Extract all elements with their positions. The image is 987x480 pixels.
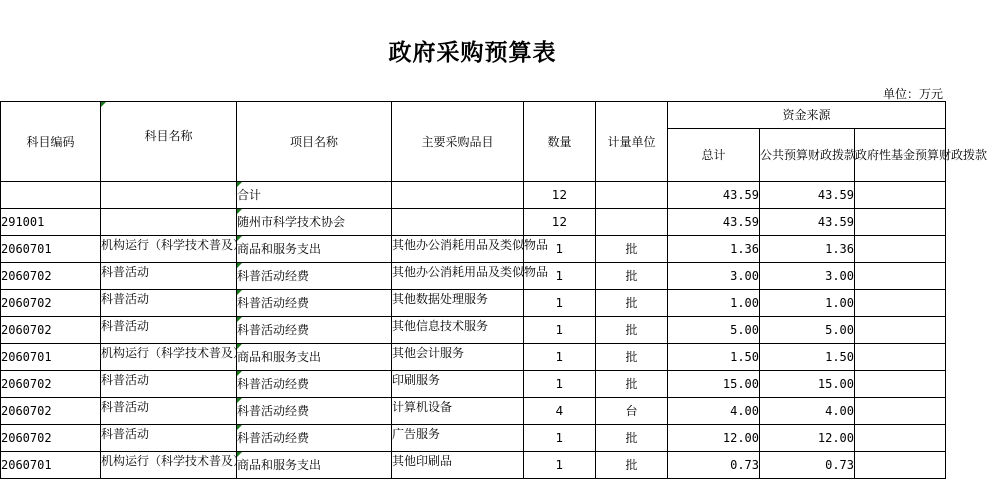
cell-project-name: 商品和服务支出 xyxy=(237,236,392,263)
cell-public-budget: 1.50 xyxy=(760,344,855,371)
cell-subject-code xyxy=(1,182,101,209)
cell-quantity: 1 xyxy=(524,452,596,479)
cell-main-item xyxy=(392,263,549,290)
cell-public-budget: 1.36 xyxy=(760,236,855,263)
table-row xyxy=(1,344,946,371)
cell-project-name: 商品和服务支出 xyxy=(237,452,392,479)
cell-main-item xyxy=(392,425,524,452)
cell-subject-name-text xyxy=(101,182,236,208)
cell-project-name: 随州市科学技术协会 xyxy=(237,209,392,236)
header-main-item: 主要采购品目 xyxy=(392,102,524,182)
cell-unit: 台 xyxy=(596,398,668,425)
cell-subject-name xyxy=(101,398,237,425)
cell-unit: 批 xyxy=(596,452,668,479)
cell-project-name: 科普活动经费 xyxy=(237,425,392,452)
cell-quantity: 1 xyxy=(524,371,596,398)
cell-total: 3.00 xyxy=(668,263,760,290)
cell-subject-name-text: 科普活动 xyxy=(101,265,150,279)
cell-subject-code: 2060702 xyxy=(1,290,101,317)
cell-subject-code: 2060701 xyxy=(1,452,101,479)
cell-subject-name xyxy=(101,425,237,452)
cell-subject-name-text: 科普活动 xyxy=(101,319,150,333)
table-row xyxy=(1,317,946,344)
cell-subject-name xyxy=(101,290,237,317)
cell-project-name: 科普活动经费 xyxy=(237,290,392,317)
cell-unit: 批 xyxy=(596,344,668,371)
cell-main-item-text: 计算机设备 xyxy=(392,400,453,414)
header-row xyxy=(1,102,946,129)
cell-gov-fund xyxy=(855,371,946,398)
header-project-name: 项目名称 xyxy=(237,102,392,182)
cell-main-item-text: 其他印刷品 xyxy=(392,454,453,468)
cell-public-budget: 4.00 xyxy=(760,398,855,425)
budget-table xyxy=(0,101,987,479)
cell-total: 43.59 xyxy=(668,209,760,236)
cell-project-name: 科普活动经费 xyxy=(237,371,392,398)
header-fund-source: 资金来源 xyxy=(668,102,946,129)
cell-gov-fund xyxy=(855,209,946,236)
cell-main-item xyxy=(392,452,524,479)
cell-subject-name-text: 科普活动 xyxy=(101,373,150,387)
cell-gov-fund xyxy=(855,452,946,479)
cell-main-item-text: 其他办公消耗用品及类似物品 xyxy=(392,265,549,279)
cell-main-item xyxy=(392,209,524,236)
header-total: 总计 xyxy=(668,129,760,182)
cell-main-item-text: 广告服务 xyxy=(392,427,441,441)
cell-quantity: 12 xyxy=(524,209,596,236)
header-public-budget: 公共预算财政拨款 xyxy=(760,129,855,182)
cell-project-name: 合计 xyxy=(237,182,392,209)
cell-gov-fund xyxy=(855,344,946,371)
cell-subject-code: 2060702 xyxy=(1,263,101,290)
cell-gov-fund xyxy=(855,398,946,425)
cell-total: 12.00 xyxy=(668,425,760,452)
cell-main-item xyxy=(392,182,524,209)
cell-public-budget: 5.00 xyxy=(760,317,855,344)
table-row xyxy=(1,209,946,236)
cell-main-item-text: 其他会计服务 xyxy=(392,346,465,360)
cell-public-budget: 0.73 xyxy=(760,452,855,479)
cell-subject-name-text xyxy=(101,209,236,235)
table-row xyxy=(1,263,946,290)
cell-subject-name xyxy=(101,263,237,290)
cell-gov-fund xyxy=(855,317,946,344)
cell-main-item-text: 印刷服务 xyxy=(392,373,441,387)
cell-total: 1.36 xyxy=(668,236,760,263)
cell-quantity: 1 xyxy=(524,263,596,290)
cell-total: 1.50 xyxy=(668,344,760,371)
cell-unit xyxy=(596,209,668,236)
header-subject-name: 科目名称 xyxy=(101,102,237,182)
cell-gov-fund xyxy=(855,425,946,452)
table-row xyxy=(1,236,946,263)
cell-subject-code: 2060702 xyxy=(1,371,101,398)
cell-total: 5.00 xyxy=(668,317,760,344)
cell-public-budget: 43.59 xyxy=(760,209,855,236)
cell-subject-code: 2060702 xyxy=(1,317,101,344)
cell-unit: 批 xyxy=(596,425,668,452)
cell-gov-fund xyxy=(855,182,946,209)
cell-main-item xyxy=(392,398,524,425)
cell-subject-code: 2060701 xyxy=(1,236,101,263)
cell-public-budget: 1.00 xyxy=(760,290,855,317)
cell-quantity: 4 xyxy=(524,398,596,425)
cell-quantity: 12 xyxy=(524,182,596,209)
cell-main-item xyxy=(392,290,524,317)
cell-subject-name xyxy=(101,344,246,371)
cell-subject-name xyxy=(101,371,237,398)
cell-quantity: 1 xyxy=(524,236,596,263)
cell-subject-name xyxy=(101,452,246,479)
header-quantity: 数量 xyxy=(524,102,596,182)
cell-subject-name-text: 机构运行（科学技术普及） xyxy=(101,238,246,252)
header-unit: 计量单位 xyxy=(596,102,668,182)
cell-main-item xyxy=(392,236,549,263)
cell-quantity: 1 xyxy=(524,317,596,344)
cell-subject-name xyxy=(101,182,237,209)
cell-main-item xyxy=(392,344,524,371)
cell-main-item xyxy=(392,371,524,398)
cell-total: 1.00 xyxy=(668,290,760,317)
cell-public-budget: 15.00 xyxy=(760,371,855,398)
cell-project-name: 科普活动经费 xyxy=(237,263,392,290)
header-gov-fund: 政府性基金预算财政拨款 xyxy=(855,129,946,182)
cell-public-budget: 3.00 xyxy=(760,263,855,290)
unit-label: 单位：万元 xyxy=(882,87,943,101)
cell-subject-name-text: 科普活动 xyxy=(101,427,150,441)
cell-subject-name-text: 科普活动 xyxy=(101,292,150,306)
cell-total: 43.59 xyxy=(668,182,760,209)
cell-quantity: 1 xyxy=(524,344,596,371)
cell-quantity: 1 xyxy=(524,425,596,452)
header-subject-code: 科目编码 xyxy=(1,102,101,182)
cell-project-name: 商品和服务支出 xyxy=(237,344,392,371)
cell-public-budget: 43.59 xyxy=(760,182,855,209)
cell-unit: 批 xyxy=(596,290,668,317)
cell-main-item xyxy=(392,317,524,344)
cell-total: 15.00 xyxy=(668,371,760,398)
cell-subject-name-text: 机构运行（科学技术普及） xyxy=(101,454,246,468)
table-row xyxy=(1,182,946,209)
table-row xyxy=(1,290,946,317)
cell-unit: 批 xyxy=(596,317,668,344)
table-row xyxy=(1,398,946,425)
cell-subject-name xyxy=(101,236,246,263)
cell-subject-code: 2060701 xyxy=(1,344,101,371)
table-row xyxy=(1,452,946,479)
table-row xyxy=(1,371,946,398)
cell-subject-name-text: 机构运行（科学技术普及） xyxy=(101,346,246,360)
cell-unit: 批 xyxy=(596,371,668,398)
cell-unit: 批 xyxy=(596,263,668,290)
cell-main-item-text: 其他办公消耗用品及类似物品 xyxy=(392,238,549,252)
cell-main-item-text: 其他数据处理服务 xyxy=(392,292,489,306)
page-title: 政府采购预算表 xyxy=(388,39,557,66)
cell-subject-code: 291001 xyxy=(1,209,101,236)
cell-project-name: 科普活动经费 xyxy=(237,317,392,344)
cell-public-budget: 12.00 xyxy=(760,425,855,452)
cell-unit: 批 xyxy=(596,236,668,263)
cell-main-item-text: 其他信息技术服务 xyxy=(392,319,489,333)
cell-main-item-text xyxy=(392,209,523,235)
cell-quantity: 1 xyxy=(524,290,596,317)
cell-subject-code: 2060702 xyxy=(1,425,101,452)
cell-total: 4.00 xyxy=(668,398,760,425)
cell-gov-fund xyxy=(855,263,946,290)
cell-gov-fund xyxy=(855,290,946,317)
cell-subject-name xyxy=(101,317,237,344)
cell-subject-name-text: 科普活动 xyxy=(101,400,150,414)
cell-project-name: 科普活动经费 xyxy=(237,398,392,425)
cell-total: 0.73 xyxy=(668,452,760,479)
table-row xyxy=(1,425,946,452)
cell-subject-code: 2060702 xyxy=(1,398,101,425)
cell-gov-fund xyxy=(855,236,946,263)
cell-unit xyxy=(596,182,668,209)
cell-subject-name xyxy=(101,209,237,236)
cell-main-item-text xyxy=(392,182,523,208)
